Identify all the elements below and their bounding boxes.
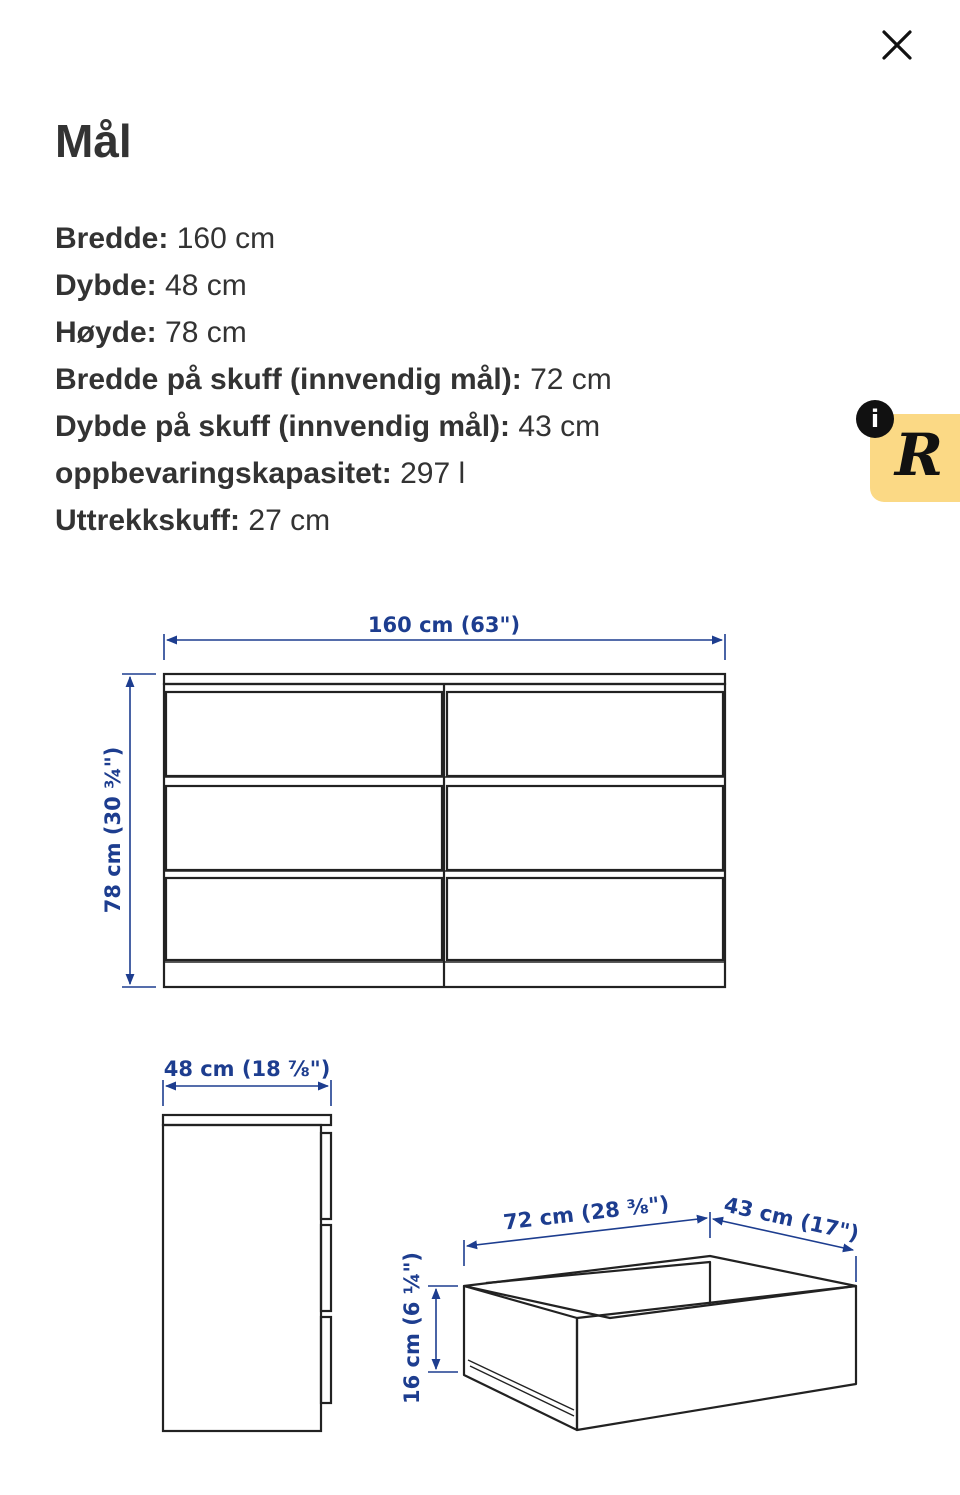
drawer-height-label: 16 cm (6 ¼") (400, 1252, 424, 1404)
spec-value: 48 cm (165, 269, 247, 302)
side-top (163, 1115, 331, 1125)
side-drawer-front (321, 1225, 331, 1311)
front-drawer (166, 692, 442, 776)
spec-value: 78 cm (165, 316, 247, 349)
drawer-front-panel (577, 1286, 856, 1430)
drawer-width-label: 72 cm (28 ⅜") (502, 1191, 671, 1235)
front-drawer (166, 878, 442, 960)
side-drawer-front (321, 1317, 331, 1403)
drawer-depth-label: 43 cm (17") (721, 1192, 862, 1246)
r-logo-icon: R (894, 421, 944, 489)
side-depth-dimension (163, 1080, 331, 1106)
spec-value: 160 cm (176, 222, 276, 255)
spec-value: 297 l (400, 457, 466, 490)
spec-value: 43 cm (518, 410, 601, 443)
info-icon[interactable]: i (856, 400, 894, 438)
spec-label: Bredde på skuff (innvendig mål): (55, 363, 522, 396)
front-width-label: 160 cm (63") (367, 613, 521, 637)
front-width-dimension (164, 634, 725, 660)
front-view (164, 674, 725, 987)
front-height-label: 78 cm (30 ¾") (101, 746, 125, 914)
front-drawer (447, 786, 723, 870)
front-drawer (447, 878, 723, 960)
side-view (163, 1115, 331, 1431)
spec-label: Dybde på skuff (innvendig mål): (55, 410, 511, 443)
spec-value: 27 cm (248, 504, 331, 537)
page-title: Mål (55, 115, 132, 167)
front-height-dimension (122, 674, 156, 987)
side-drawer-front (321, 1133, 331, 1219)
drawer-view (464, 1256, 856, 1430)
front-top (164, 674, 725, 684)
spec-label: Høyde: (55, 316, 157, 349)
spec-value: 72 cm (530, 363, 612, 396)
front-drawer (166, 786, 442, 870)
front-drawer (447, 692, 723, 776)
drawer-height-dimension (428, 1286, 458, 1372)
side-body (163, 1125, 321, 1431)
spec-label: Dybde: (55, 269, 157, 302)
side-depth-label: 48 cm (18 ⅞") (163, 1057, 331, 1081)
spec-label: Bredde: (55, 222, 169, 255)
spec-label: Uttrekkskuff: (55, 504, 241, 537)
spec-label: oppbevaringskapasitet: (55, 457, 392, 490)
